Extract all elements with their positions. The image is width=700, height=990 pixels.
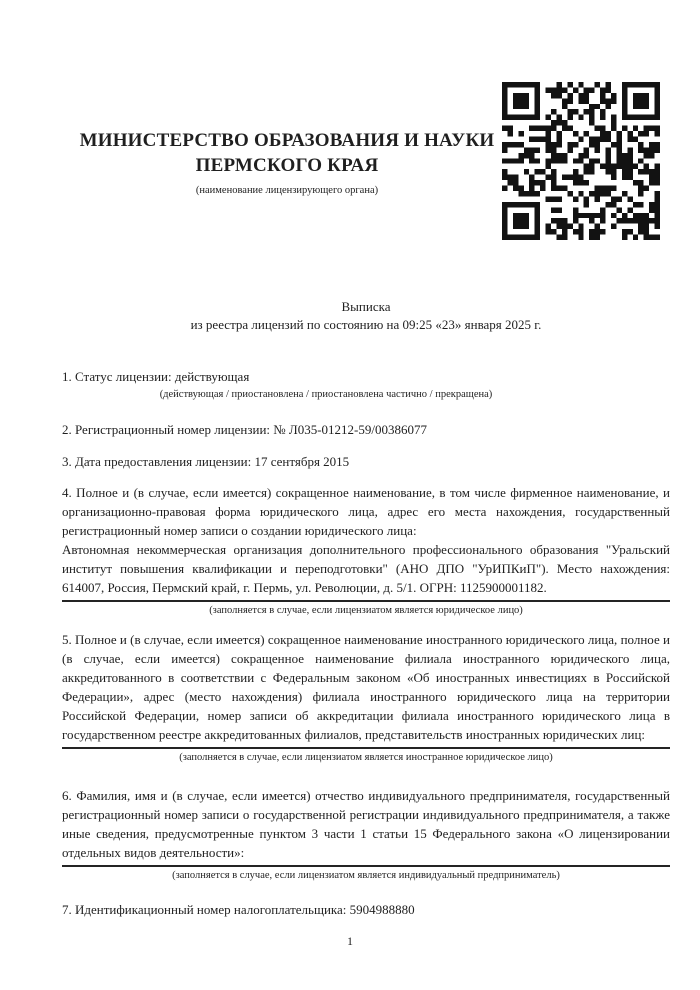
item-legal-entity-text: 4. Полное и (в случае, если имеется) сокращенное наименование, в том числе фирменное наименование, и организационно-правовая форма юридического лица, адрес его места нахождения, государственный регистрационный номер записи о создании юридического лица: <box>62 485 670 538</box>
document-title <box>62 298 670 334</box>
item-taxpayer-id: 7. Идентификационный номер налогоплательщика: 5904988880 <box>62 902 415 917</box>
item-legal-entity-value: Автономная некоммерческая организация дополнительного профессионального образования "Уральский институт повышения квалификации и переподготовки" (АНО ДПО "УрИПКиП"). Место нахождения: 614007, Россия, Пермский край, г. Пермь, ул. Революции, д. 5/1. ОГРН: 1125900001182. <box>62 542 670 595</box>
fill-line-legal-entity <box>62 600 670 602</box>
item-legal-entity-caption: (заполняется в случае, если лицензиатом является юридическое лицо) <box>209 605 523 616</box>
fill-line-foreign-entity <box>62 747 670 749</box>
item-grant-date: 3. Дата предоставления лицензии: 17 сентября 2015 <box>62 454 350 469</box>
fill-line-entrepreneur <box>62 865 670 867</box>
qr-code <box>502 82 660 240</box>
page-number: 1 <box>347 934 353 948</box>
authority-name-line1: МИНИСТЕРСТВО ОБРАЗОВАНИЯ И НАУКИ <box>79 130 495 151</box>
document-title-line2: из реестра лицензий по состоянию на 09:25 «23» января 2025 г. <box>190 317 542 332</box>
authority-caption: (наименование лицензирующего органа) <box>195 185 379 196</box>
document-body <box>62 298 670 919</box>
item-license-status-caption: (действующая / приостановлена / приостановлена частично / прекращена) <box>159 389 493 400</box>
item-entrepreneur-caption: (заполняется в случае, если лицензиатом является индивидуальный предприниматель) <box>172 870 560 881</box>
licensing-authority-block <box>62 128 512 197</box>
item-registration-number: 2. Регистрационный номер лицензии: № Л035-01212-59/00386077 <box>62 422 428 437</box>
item-entrepreneur-text: 6. Фамилия, имя и (в случае, если имеется) отчество индивидуального предпринимателя, государственный регистрационный номер записи о государственной регистрации индивидуального предпринимателя, а также иные сведения, предусмотренные пунктом 3 части 1 статьи 15 Федерального закона «О лицензировании отдельных видов деятельности»: <box>62 788 670 860</box>
item-license-status: 1. Статус лицензии: действующая <box>62 369 250 384</box>
document-title-line1: Выписка <box>341 299 391 314</box>
item-foreign-entity-caption: (заполняется в случае, если лицензиатом является иностранное юридическое лицо) <box>179 752 553 763</box>
authority-name-line2: ПЕРМСКОГО КРАЯ <box>195 155 379 176</box>
item-foreign-entity-text: 5. Полное и (в случае, если имеется) сокращенное наименование иностранного юридического лица, полное и (в случае, если имеется) сокращенное наименование филиала иностранного юридического лица, аккредитованного в соответствии с Федеральным законом «Об иностранных инвестициях в Российской Федерации», адрес (место нахождения) филиала иностранного юридического лица на территории Российской Федерации, номер записи об аккредитации филиала иностранного юридического лица в государственном реестре аккредитованных филиалов, представительств иностранных юридических лиц: <box>62 632 670 742</box>
